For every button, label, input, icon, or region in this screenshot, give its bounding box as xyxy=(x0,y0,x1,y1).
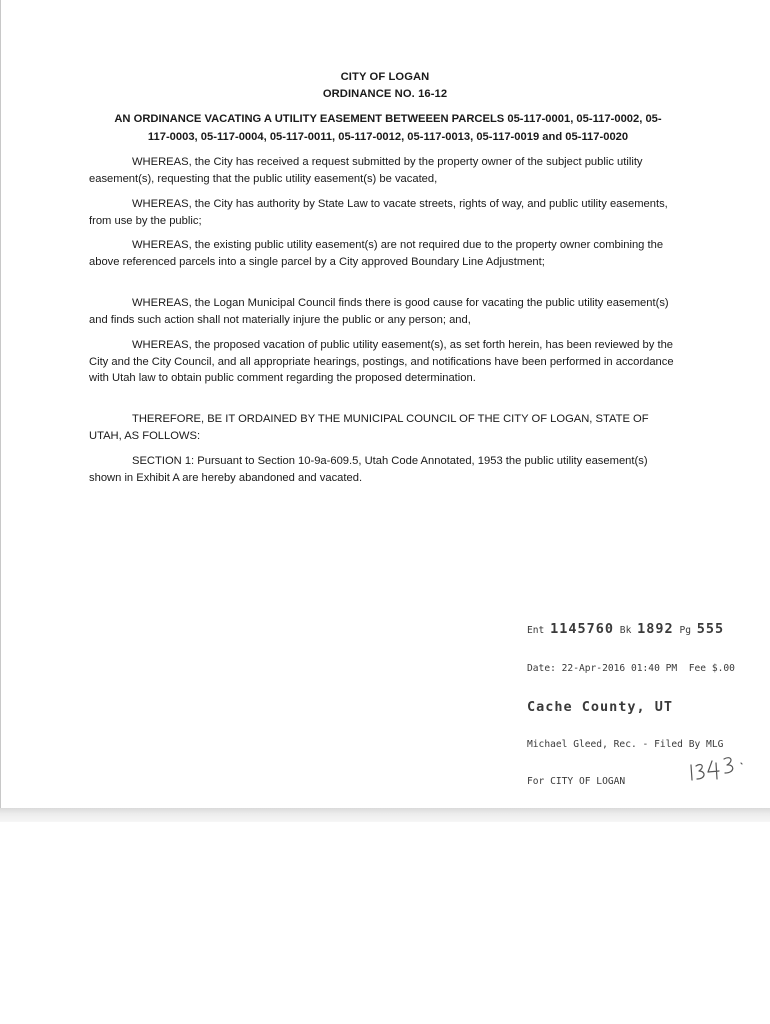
stamp-bk-number: 1892 xyxy=(637,621,674,638)
stamp-county-line: Cache County, UT xyxy=(527,698,674,715)
whereas-paragraph-reviewed: WHEREAS, the proposed vacation of public utility easement(s), as set forth herein, has been reviewed by the City and the City Council, and all appropriate hearings, postings, and notifications have been performed in accordance with Utah law to obtain public comment regarding the proposed determination. xyxy=(89,339,674,384)
city-heading: CITY OF LOGAN xyxy=(340,71,430,83)
therefore-paragraph: THEREFORE, BE IT ORDAINED BY THE MUNICIPAL COUNCIL OF THE CITY OF LOGAN, STATE OF UTAH, AS FOLLOWS: xyxy=(89,413,649,442)
ordinance-title-line-2: 117-0003, 05-117-0004, 05-117-0011, 05-117-0012, 05-117-0013, 05-117-0019 and 05-117-0020 xyxy=(147,130,629,143)
whereas-paragraph-good-cause: WHEREAS, the Logan Municipal Council finds there is good cause for vacating the public utility easement(s) and finds such action shall not materially injure the public or any person; and, xyxy=(89,297,669,326)
stamp-bk-label: Bk xyxy=(619,625,632,637)
whereas-paragraph-authority: WHEREAS, the City has authority by State Law to vacate streets, rights of way, and public utility easements, from use by the public; xyxy=(89,198,668,227)
page-bottom-edge xyxy=(0,808,770,822)
stamp-ent-label: Ent xyxy=(527,625,545,637)
ordinance-number: ORDINANCE NO. 16-12 xyxy=(322,88,448,100)
handwritten-page-number xyxy=(688,752,752,784)
whereas-paragraph-not-required: WHEREAS, the existing public utility easement(s) are not required due to the property owner combining the above referenced parcels into a single parcel by a City approved Boundary Line Adjustment; xyxy=(89,239,664,268)
stamp-pg-number: 555 xyxy=(696,621,725,638)
ordinance-title-line-1: AN ORDINANCE VACATING A UTILITY EASEMENT BETWEEEN PARCELS 05-117-0001, 05-117-0002, 05- xyxy=(114,113,662,125)
stamp-entry-line xyxy=(527,623,735,638)
stamp-ent-number: 1145760 xyxy=(550,621,615,638)
stamp-for-line: For CITY OF LOGAN xyxy=(527,776,626,788)
ordinance-title xyxy=(88,111,688,146)
section-1-paragraph: SECTION 1: Pursuant to Section 10-9a-609.5, Utah Code Annotated, 1953 the public utility easement(s) shown in Exhibit A are hereby abandoned and vacated. xyxy=(89,455,648,484)
stamp-recorder-line: Michael Gleed, Rec. - Filed By MLG xyxy=(527,738,724,750)
whereas-paragraph-request: WHEREAS, the City has received a request submitted by the property owner of the subject public utility easement(s), requesting that the public utility easement(s) be vacated, xyxy=(89,156,643,185)
stamp-date-line: Date: 22-Apr-2016 01:40 PM Fee $.00 xyxy=(527,662,735,674)
stamp-pg-label: Pg xyxy=(679,625,691,637)
blank-area xyxy=(0,822,770,1024)
page-edge xyxy=(0,0,1,816)
